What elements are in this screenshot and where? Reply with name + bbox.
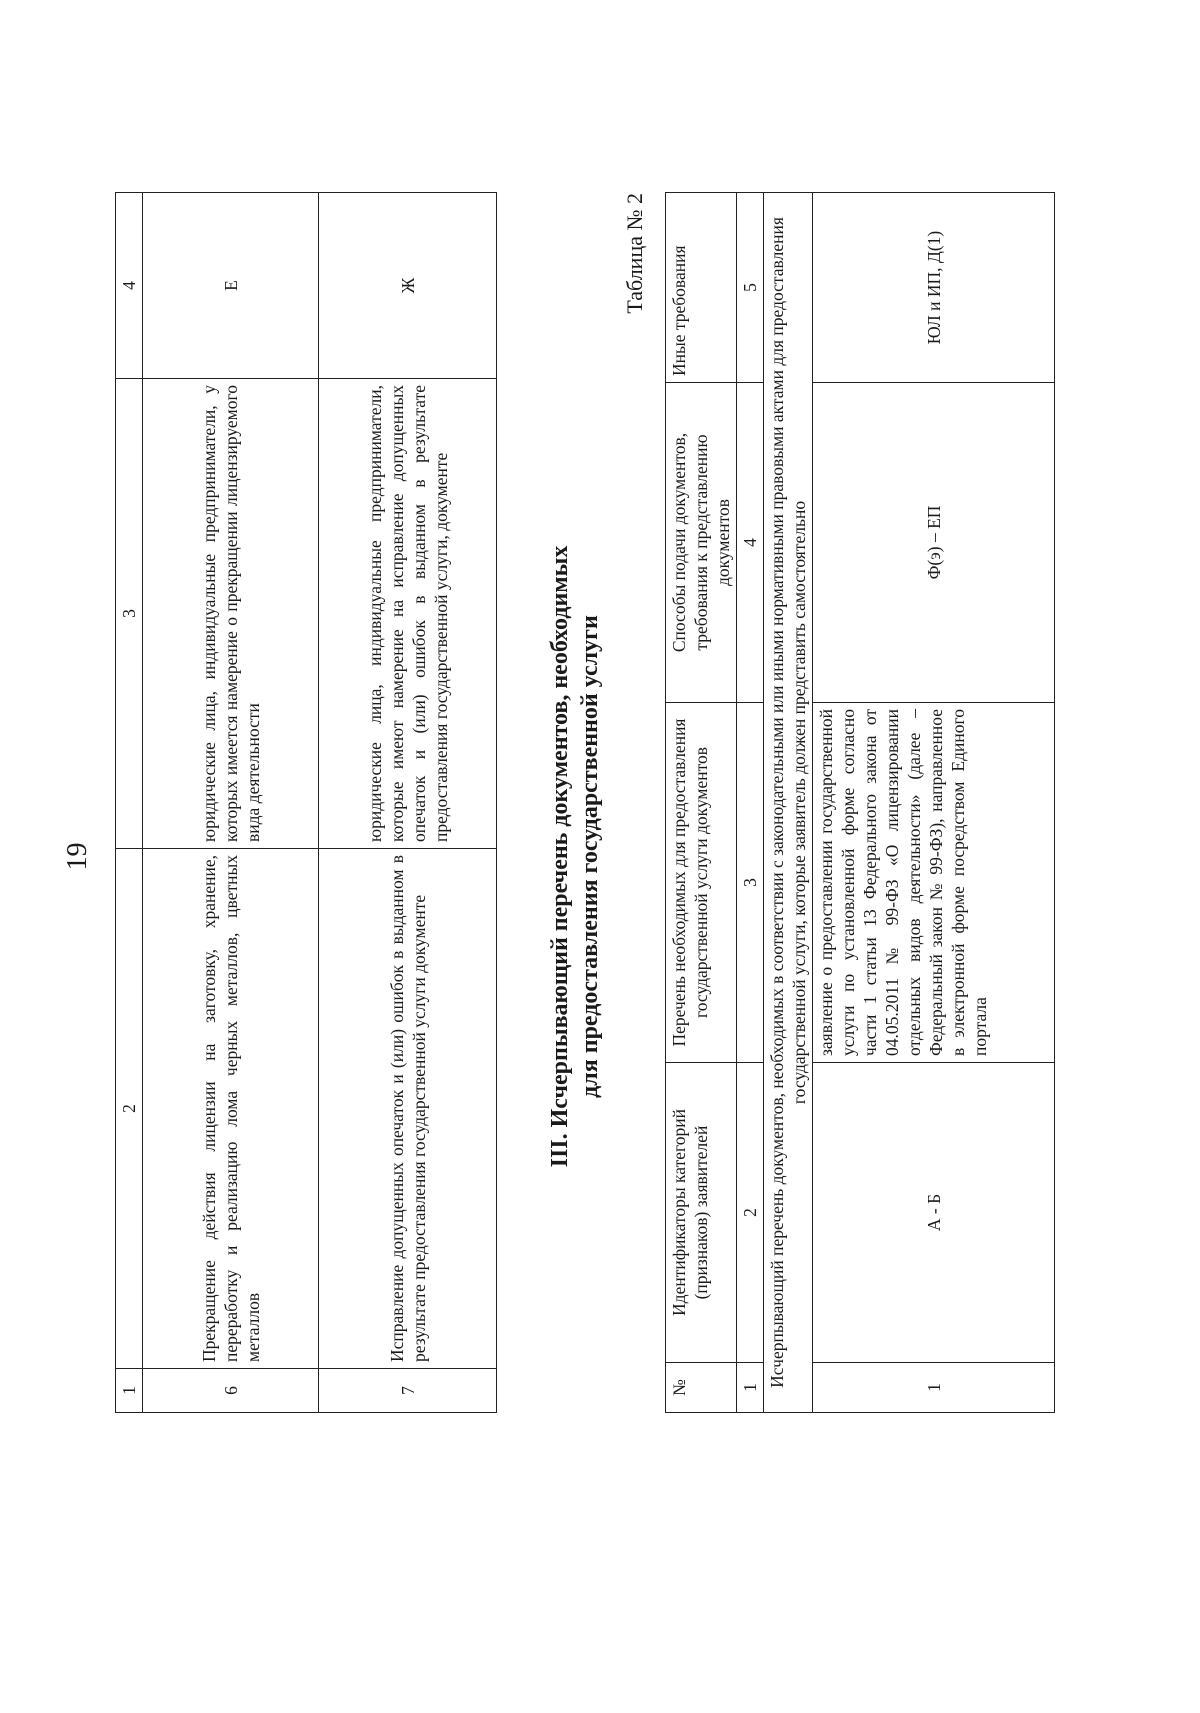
t2-header-methods: Способы подачи документов, требования к представлению документов [666,383,737,703]
t2-header-ids: Идентификаторы категорий (признаков) заявителей [666,1063,737,1363]
t2-colnum-2: 2 [737,1063,764,1363]
section-title-line-2: для предоставления государственной услуги [577,615,603,1098]
t2-header-num: № [666,1363,737,1413]
t1-col-4: 4 [116,193,143,379]
row-number: 6 [143,1369,319,1413]
section-title [545,0,605,1713]
applicant-categories: юридические лица, индивидуальные предприниматели, которые имеют намерение на исправление допущенных опечаток и (или) ошибок в выданном в результате предоставления государственной услуги, документе [319,379,497,849]
submission-methods: Ф(э) – ЕП [813,383,1055,703]
service-name: Исправление допущенных опечаток и (или) ошибок в выданном в результате предоставления государственной услуги документе [319,849,497,1369]
service-code: Е [143,193,319,379]
applicant-categories: юридические лица, индивидуальные предприниматели, у которых имеется намерение о прекращении лицензируемого вида деятельности [143,379,319,849]
t1-col-1: 1 [116,1369,143,1413]
t2-colnum-4: 4 [737,383,764,703]
t1-col-3: 3 [116,379,143,849]
table-row [813,193,1055,1413]
row-number: 7 [319,1369,497,1413]
applicant-ids: А - Б [813,1063,1055,1363]
table-2 [665,193,1055,1413]
t1-col-2: 2 [116,849,143,1369]
t2-colnum-3: 3 [737,703,764,1063]
documents-span-note: Исчерпывающий перечень документов, необходимых в соответствии с законодательными или иными нормативными правовыми актами для предоставления государственной услуги, которые заявитель должен представить самостоятельно [764,193,813,1413]
service-code: Ж [319,193,497,379]
row-number: 1 [813,1363,1055,1413]
table-row [143,193,319,1413]
t2-colnum-1: 1 [737,1363,764,1413]
table-row [319,193,497,1413]
section-title-line-1: III. Исчерпывающий перечень документов, необходимых [547,545,573,1168]
t2-header-other: Иные требования [666,193,737,383]
table-2-header-row [666,193,737,1413]
table-2-label: Таблица № 2 [622,193,647,314]
table-1-header-row [116,193,143,1413]
table-2-number-row [737,193,764,1413]
required-documents: заявление о предоставлении государственной услуги по установленной форме согласно части 1 статьи 13 Федерального закона от 04.05.2011 № 99-ФЗ «О лицензировании отдельных видов деятельности» (далее – Федеральный закон № 99-ФЗ), направленное в электронной форме посредством Единого портала [813,703,1055,1063]
table-2-span-row [764,193,813,1413]
service-name: Прекращение действия лицензии на заготовку, хранение, переработку и реализацию лома черных металлов, цветных металлов [143,849,319,1369]
table-1 [115,193,497,1413]
page-number: 19 [62,842,93,871]
t2-colnum-5: 5 [737,193,764,383]
other-requirements: ЮЛ и ИП, Д(1) [813,193,1055,383]
t2-header-docs: Перечень необходимых для предоставления государственной услуги документов [666,703,737,1063]
